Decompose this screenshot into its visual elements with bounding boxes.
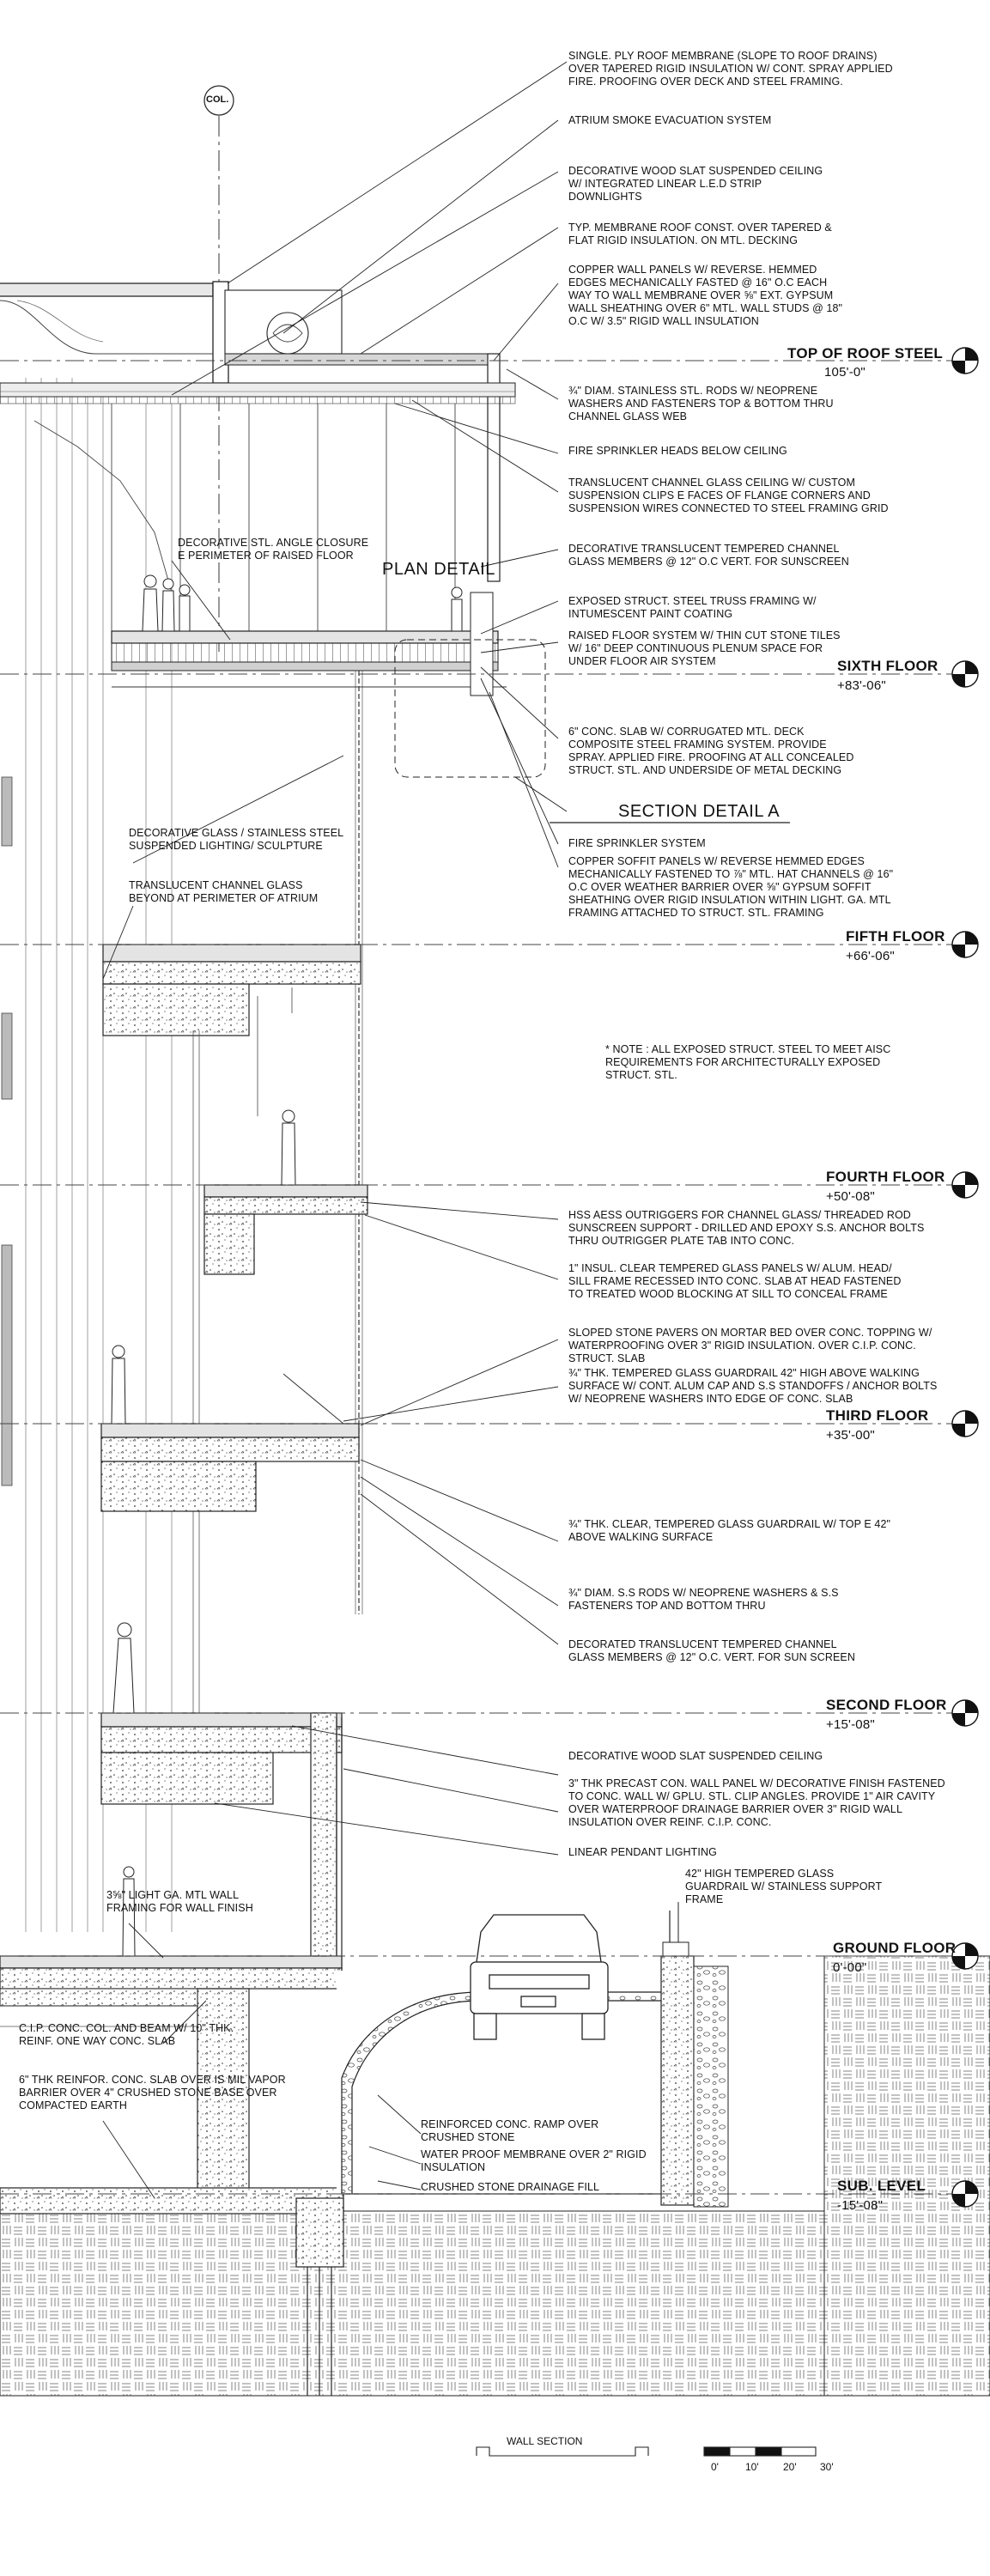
channel-glass-bars — [2, 777, 12, 1485]
fifth-floor-slab — [103, 945, 361, 1717]
scale-bar — [477, 2447, 816, 2456]
level-third-name: THIRD FLOOR — [826, 1407, 929, 1424]
level-ground-name: GROUND FLOOR — [833, 1940, 957, 1956]
note-insul-glass: 1" INSUL. CLEAR TEMPERED GLASS PANELS W/ ALUM. HEAD/ SILL FRAME RECESSED INTO CONC. SLAB AT HEAD FASTENED TO TREATED WOOD BLOCKING AT SILL TO CONCEAL FRAME — [568, 1262, 902, 1300]
level-sub-elev: -15'-08" — [837, 2198, 884, 2213]
scale-label-30: 30' — [820, 2461, 834, 2473]
level-fourth-elev: +50'-08" — [826, 1189, 875, 1204]
note-precast-wall: 3" THK PRECAST CON. WALL PANEL W/ DECORATIVE FINISH FASTENED TO CONC. WALL W/ GPLU. STL. CLIP ANGLES. PROVIDE 1" AIR CAVITY OVER WATERPROOF DRAINAGE BARRIER OVER 3" RIGID WALL INSULATION OVER REINF. C.I.P. CONC. — [568, 1777, 945, 1828]
column-marker-label: COL. — [206, 94, 229, 105]
note-guardrail-ground: 42" HIGH TEMPERED GLASS GUARDRAIL W/ STAINLESS SUPPORT FRAME — [685, 1868, 882, 1905]
people-figures-sixth — [143, 575, 462, 631]
level-second-name: SECOND FLOOR — [826, 1697, 947, 1713]
note-drainage-fill: CRUSHED STONE DRAINAGE FILL — [421, 2181, 600, 2193]
section-detail-leader — [515, 777, 567, 811]
third-floor-slab — [101, 1346, 359, 1511]
note-roof-membrane: SINGLE. PLY ROOF MEMBRANE (SLOPE TO ROOF DRAINS) OVER TAPERED RIGID INSULATION W/ CONT. SPRAY APPLIED FIRE. PROOFING OVER DECK AND STEEL FRAMING. — [568, 50, 893, 88]
note-sprinkler-heads: FIRE SPRINKLER HEADS BELOW CEILING — [568, 445, 787, 457]
level-sixth-name: SIXTH FLOOR — [837, 658, 938, 674]
note-fire-sprinkler: FIRE SPRINKLER SYSTEM — [568, 837, 706, 849]
note-stainless-rods: ¾" DIAM. STAINLESS STL. RODS W/ NEOPRENE WASHERS AND FASTENERS TOP & BOTTOM THRU CHANNEL GLASS WEB — [568, 385, 834, 422]
wall-section-title: WALL SECTION — [507, 2435, 583, 2447]
note-light-ga-framing: 3⅝" LIGHT GA. MTL WALL FRAMING FOR WALL FINISH — [106, 1889, 253, 1914]
note-atrium-glass: TRANSLUCENT CHANNEL GLASS BEYOND AT PERIMETER OF ATRIUM — [129, 879, 319, 904]
level-ground-elev: 0'-00" — [833, 1960, 867, 1975]
note-channel-glass-ceiling: TRANSLUCENT CHANNEL GLASS CEILING W/ CUSTOM SUSPENSION CLIPS E FACES OF FLANGE CORNERS AND SUSPENSION WIRES CONNECTED TO STEEL FRAMING GRID — [568, 477, 889, 514]
scale-label-10: 10' — [745, 2461, 759, 2473]
note-hss-outriggers: HSS AESS OUTRIGGERS FOR CHANNEL GLASS/ THREADED ROD SUNSCREEN SUPPORT - DRILLED AND EPOXY S.S. ANCHOR BOLTS THRU OUTRIGGER PLATE TAB INTO CONC. — [568, 1209, 925, 1247]
note-ramp: REINFORCED CONC. RAMP OVER CRUSHED STONE — [421, 2118, 599, 2143]
level-second-elev: +15'-08" — [826, 1717, 875, 1732]
level-markers — [952, 348, 978, 2207]
level-top-of-roof-name: TOP OF ROOF STEEL — [787, 345, 944, 361]
note-aisc: * NOTE : ALL EXPOSED STRUCT. STEEL TO MEET AISC REQUIREMENTS FOR ARCHITECTURALLY EXPOSED STRUCT. STL. — [605, 1043, 891, 1081]
note-truss-framing: EXPOSED STRUCT. STEEL TRUSS FRAMING W/ INTUMESCENT PAINT COATING — [568, 595, 817, 620]
note-pendant-lighting: LINEAR PENDANT LIGHTING — [568, 1846, 717, 1858]
second-floor-slab — [101, 1623, 342, 1971]
note-cip-col-beam: C.I.P. CONC. COL. AND BEAM W/ 10" THK. REINF. ONE WAY CONC. SLAB — [19, 2022, 234, 2047]
level-top-of-roof-elev: 105'-0" — [824, 365, 865, 380]
note-raised-floor: RAISED FLOOR SYSTEM W/ THIN CUT STONE TILES W/ 16" DEEP CONTINUOUS PLENUM SPACE FOR UNDER FLOOR AIR SYSTEM — [568, 629, 841, 667]
note-ss-rods: ¾" DIAM. S.S RODS W/ NEOPRENE WASHERS & S.S FASTENERS TOP AND BOTTOM THRU — [568, 1587, 839, 1612]
note-waterproof-membrane: WATER PROOF MEMBRANE OVER 2" RIGID INSULATION — [421, 2148, 647, 2173]
note-translucent-channel-glass: DECORATIVE TRANSLUCENT TEMPERED CHANNEL GLASS MEMBERS @ 12" O.C VERT. FOR SUNSCREEN — [568, 543, 849, 568]
fourth-floor-slab — [204, 1110, 367, 1274]
level-sub-name: SUB. LEVEL — [837, 2178, 926, 2194]
scale-label-0: 0' — [711, 2461, 719, 2473]
plan-detail-label: PLAN DETAIL — [382, 560, 495, 579]
scale-label-20: 20' — [783, 2461, 797, 2473]
section-detail-a-label: SECTION DETAIL A — [618, 802, 780, 821]
level-fifth-elev: +66'-06" — [846, 949, 895, 963]
level-fourth-name: FOURTH FLOOR — [826, 1169, 945, 1185]
note-suspended-sculpture: DECORATIVE GLASS / STAINLESS STEEL SUSPENDED LIGHTING/ SCULPTURE — [129, 827, 343, 852]
note-glass-guardrail-third: ¾" THK. TEMPERED GLASS GUARDRAIL 42" HIGH ABOVE WALKING SURFACE W/ CONT. ALUM CAP AND S.S STANDOFFS / ANCHOR BOLTS W/ NEOPRENE WASHERS INTO EDGE OF CONC. SLAB — [568, 1367, 938, 1405]
note-stl-angle-closure: DECORATIVE STL. ANGLE CLOSURE E PERIMETER OF RAISED FLOOR — [178, 537, 369, 562]
sculpture-cable — [355, 671, 362, 1614]
note-glass-guardrail: ¾" THK. CLEAR, TEMPERED GLASS GUARDRAIL W/ TOP E 42" ABOVE WALKING SURFACE — [568, 1518, 891, 1543]
note-conc-slab: 6" CONC. SLAB W/ CORRUGATED MTL. DECK COMPOSITE STEEL FRAMING SYSTEM. PROVIDE SPRAY. APPLIED FIRE. PROOFING AT ALL CONCEALED STRUCT. STL. AND UNDERSIDE OF METAL DECKING — [568, 726, 854, 776]
level-third-elev: +35'-00" — [826, 1428, 875, 1443]
level-sixth-elev: +83'-06" — [837, 678, 886, 693]
truss-framing — [34, 404, 455, 631]
note-copper-wall-panels: COPPER WALL PANELS W/ REVERSE. HEMMED EDGES MECHANICALLY FASTED @ 16" O.C EACH WAY TO WALL MEMBRANE OVER ⅝" EXT. GYPSUM WALL SHEATHING OVER 6" MTL. WALL STUDS @ 18" O.C W/ 3.5" RIGID WALL INSULATION — [568, 264, 843, 327]
note-copper-soffit: COPPER SOFFIT PANELS W/ REVERSE HEMMED EDGES MECHANICALLY FASTENED TO ⅞" MTL. HAT CHANNELS @ 16" O.C OVER WEATHER BARRIER OVER ⅝" GYPSUM SOFFIT SHEATHING OVER RIGID INSULATION WITHIN LIGHT. GA. MTL FRAMING ATTACHED TO STRUCT. STL. FRAMING — [568, 855, 894, 919]
level-fifth-name: FIFTH FLOOR — [846, 928, 945, 945]
note-reinfor-slab: 6" THK REINFOR. CONC. SLAB OVER IS MIL VAPOR BARRIER OVER 4" CRUSHED STONE BASE OVER COMPACTED EARTH — [19, 2074, 286, 2111]
note-stone-pavers: SLOPED STONE PAVERS ON MORTAR BED OVER CONC. TOPPING W/ WATERPROOFING OVER 3" RIGID INSULATION. OVER C.I.P. CONC. STRUCT. SLAB — [568, 1327, 932, 1364]
note-membrane-roof: TYP. MEMBRANE ROOF CONST. OVER TAPERED & FLAT RIGID INSULATION. ON MTL. DECKING — [568, 222, 832, 246]
note-smoke-evac: ATRIUM SMOKE EVACUATION SYSTEM — [568, 114, 772, 126]
note-wood-slat-second: DECORATIVE WOOD SLAT SUSPENDED CEILING — [568, 1750, 823, 1762]
note-decorated-channel-glass: DECORATED TRANSLUCENT TEMPERED CHANNEL GLASS MEMBERS @ 12" O.C. VERT. FOR SUN SCREEN — [568, 1638, 855, 1663]
note-wood-slat-ceiling: DECORATIVE WOOD SLAT SUSPENDED CEILING W/ INTEGRATED LINEAR L.E.D STRIP DOWNLIGHTS — [568, 165, 823, 203]
